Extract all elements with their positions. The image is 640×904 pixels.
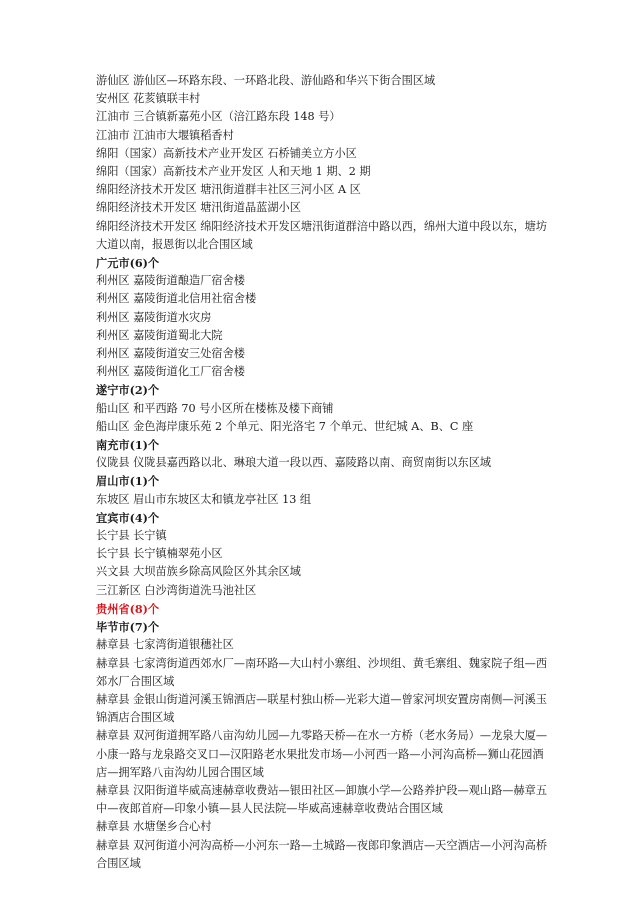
list-item: 利州区 嘉陵街道北信用社宿舍楼	[96, 292, 257, 306]
list-item: 江油市 三合镇新嘉苑小区（涪江路东段 148 号）	[96, 110, 341, 124]
list-item: 绵阳经济技术开发区 塘汛街道晶蓝湖小区	[96, 201, 301, 215]
list-item: 长宁县 长宁镇	[96, 529, 167, 543]
list-item: 利州区 嘉陵街道酿造厂宿舍楼	[96, 274, 245, 288]
list-item: 江油市 江油市大堰镇稻香村	[96, 128, 234, 142]
list-item: 游仙区 游仙区—环路东段、一环路北段、游仙路和华兴下街合围区域	[96, 74, 436, 87]
document-page	[96, 72, 552, 873]
list-item: 兴文县 大坝苗族乡除高风险区外其余区域	[96, 565, 301, 579]
list-item: 赫章县 七家湾街道银穗社区	[96, 638, 234, 652]
list-item: 利州区 嘉陵街道安三处宿舍楼	[96, 347, 245, 361]
city-header: 广元市(6)个	[96, 256, 160, 271]
list-item: 赫章县 水塘堡乡合心村	[96, 820, 212, 834]
list-item: 赫章县 七家湾街道西郊水厂—南环路—大山村小寨组、沙坝组、黄毛寨组、魏家院子组—西郊水厂合围区域	[96, 656, 548, 688]
list-item: 船山区 和平西路 70 号小区所在楼栋及楼下商铺	[96, 401, 334, 415]
list-item: 利州区 嘉陵街道化工厂宿舍楼	[96, 365, 245, 379]
list-item: 赫章县 汉阳街道毕威高速赫章收费站—银田社区—卸旗小学—公路养护段—观山路—赫章五中—夜郎首府—印象小镇—县人民法院—毕威高速赫章收费站合围区域	[96, 783, 548, 816]
list-item: 利州区 嘉陵街道蜀北大院	[96, 328, 223, 342]
list-item: 绵阳经济技术开发区 塘汛街道群丰社区三河小区 A 区	[96, 183, 361, 197]
list-item: 利州区 嘉陵街道水灾房	[96, 310, 212, 324]
city-header: 遂宁市(2)个	[96, 383, 160, 398]
city-header: 眉山市(1)个	[96, 474, 160, 489]
list-item: 绵阳（国家）高新技术产业开发区 人和天地 1 期、2 期	[96, 165, 371, 179]
list-item: 绵阳经济技术开发区 绵阳经济技术开发区塘汛街道群涪中路以西，绵州大道中段以东，塘坊大道以南，报恩街以北合围区域	[96, 219, 548, 251]
list-item: 长宁县 长宁镇楠翠苑小区	[96, 547, 223, 561]
list-item: 绵阳（国家）高新技术产业开发区 石桥铺美立方小区	[96, 146, 357, 160]
city-header: 毕节市(7)个	[96, 620, 160, 635]
list-item: 船山区 金色海岸康乐苑 2 个单元、阳光洛宅 7 个单元、世纪城 A、B、C 座	[96, 419, 474, 433]
city-header: 宜宾市(4)个	[96, 510, 160, 525]
list-item: 赫章县 金银山街道河溪玉锦酒店—联星村独山桥—光彩大道—曾家河坝安置房南侧—河溪玉锦酒店合围区域	[96, 692, 548, 725]
list-item: 三江新区 白沙湾街道洗马池社区	[96, 583, 257, 597]
province-header: 贵州省(8)个	[96, 601, 160, 616]
list-item: 赫章县 双河街道小河沟高桥—小河东一路—土城路—夜郎印象酒店—天空酒店—小河沟高桥合围区域	[96, 838, 548, 870]
list-item: 仪陇县 仪陇县嘉西路以北、琳琅大道一段以西、嘉陵路以南、商贸南街以东区域	[96, 456, 492, 470]
list-item: 东坡区 眉山市东坡区太和镇龙亭社区 13 组	[96, 492, 312, 506]
list-item: 赫章县 双河街道拥军路八亩沟幼儿园—九零路天桥—在水一方桥（老水务局）—龙泉大厦—小康一路与龙泉路交叉口—汉阳路老水果批发市场—小河西一路—小河沟高桥—狮山花园酒店—拥军路八亩沟幼儿园合围区域	[96, 729, 548, 779]
list-item: 安州区 花荄镇联丰村	[96, 92, 201, 106]
city-header: 南充市(1)个	[96, 438, 160, 453]
